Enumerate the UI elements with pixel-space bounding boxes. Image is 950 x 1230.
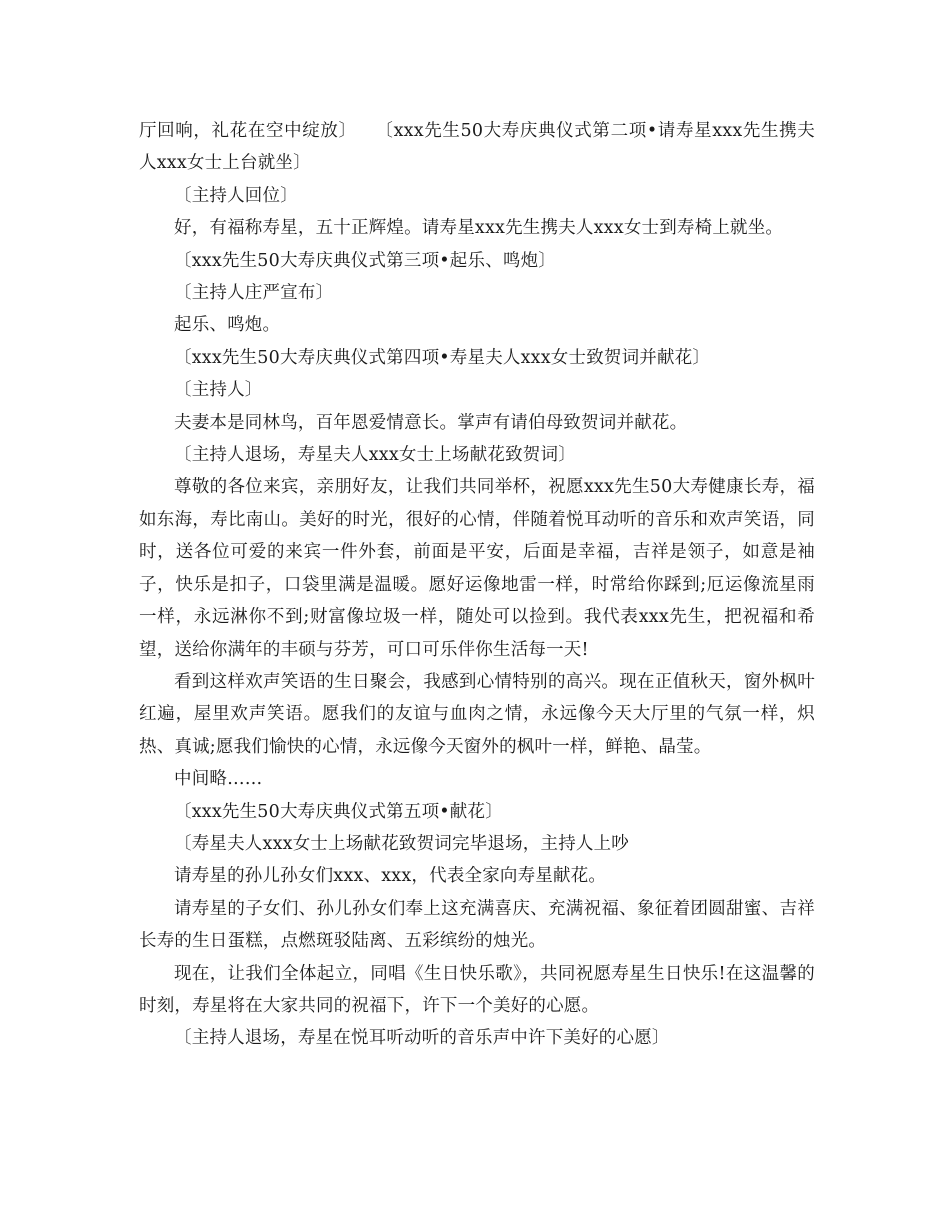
document-body [139, 115, 815, 1055]
paragraph: 请寿星的子女们、孙儿孙女们奉上这充满喜庆、充满祝福、象征着团圆甜蜜、吉祥长寿的生日蛋糕，点燃斑驳陆离、五彩缤纷的烛光。 [139, 898, 815, 952]
paragraph: 好，有福称寿星，五十正辉煌。请寿星xxx先生携夫人xxx女士到寿椅上就坐。 [174, 218, 784, 239]
paragraph: 〔主持人〕 [174, 380, 263, 401]
paragraph: 中间略…… [174, 769, 263, 790]
paragraph: 请寿星的孙儿孙女们xxx、xxx，代表全家向寿星献花。 [174, 866, 607, 887]
paragraph: 〔主持人庄严宣布〕 [174, 283, 334, 304]
paragraph: 厅回响，礼花在空中绽放〕 〔xxx先生50大寿庆典仪式第二项•请寿星xxx先生携夫人xxx女士上台就坐〕 [139, 121, 815, 174]
paragraph: 〔主持人回位〕 [174, 185, 298, 206]
paragraph: 起乐、鸣炮。 [174, 315, 281, 336]
paragraph: 〔xxx先生50大寿庆典仪式第四项•寿星夫人xxx女士致贺词并献花〕 [174, 347, 711, 368]
paragraph: 〔主持人退场，寿星在悦耳听动听的音乐声中许下美好的心愿〕 [174, 1028, 670, 1049]
paragraph: 〔xxx先生50大寿庆典仪式第五项•献花〕 [174, 801, 503, 822]
paragraph: 夫妻本是同林鸟，百年恩爱情意长。掌声有请伯母致贺词并献花。 [174, 412, 688, 433]
paragraph: 〔主持人退场，寿星夫人xxx女士上场献花致贺词〕 [174, 445, 576, 466]
paragraph: 看到这样欢声笑语的生日聚会，我感到心情特别的高兴。现在正值秋天，窗外枫叶红遍，屋里欢声笑语。愿我们的友谊与血肉之情，永远像今天大厅里的气氛一样，炽热、真诚;愿我们愉快的心情，永远像今天窗外的枫叶一样，鲜艳、晶莹。 [139, 671, 815, 757]
paragraph: 〔xxx先生50大寿庆典仪式第三项•起乐、鸣炮〕 [174, 250, 556, 271]
paragraph: 尊敬的各位来宾，亲朋好友，让我们共同举杯，祝愿xxx先生50大寿健康长寿，福如东海，寿比南山。美好的时光，很好的心情，伴随着悦耳动听的音乐和欢声笑语，同时，送各位可爱的来宾一件外套，前面是平安，后面是幸福，吉祥是领子，如意是袖子，快乐是扣子，口袋里满是温暖。愿好运像地雷一样，时常给你踩到;厄运像流星雨一样，永远淋你不到;财富像垃圾一样，随处可以捡到。我代表xxx先生，把祝福和希望，送给你满年的丰硕与芬芳，可口可乐伴你生活每一天! [139, 477, 815, 660]
paragraph: 现在，让我们全体起立，同唱《生日快乐歌》，共同祝愿寿星生日快乐!在这温馨的时刻，寿星将在大家共同的祝福下，许下一个美好的心愿。 [139, 963, 815, 1016]
paragraph: 〔寿星夫人xxx女士上场献花致贺词完毕退场，主持人上吵 [174, 833, 630, 854]
